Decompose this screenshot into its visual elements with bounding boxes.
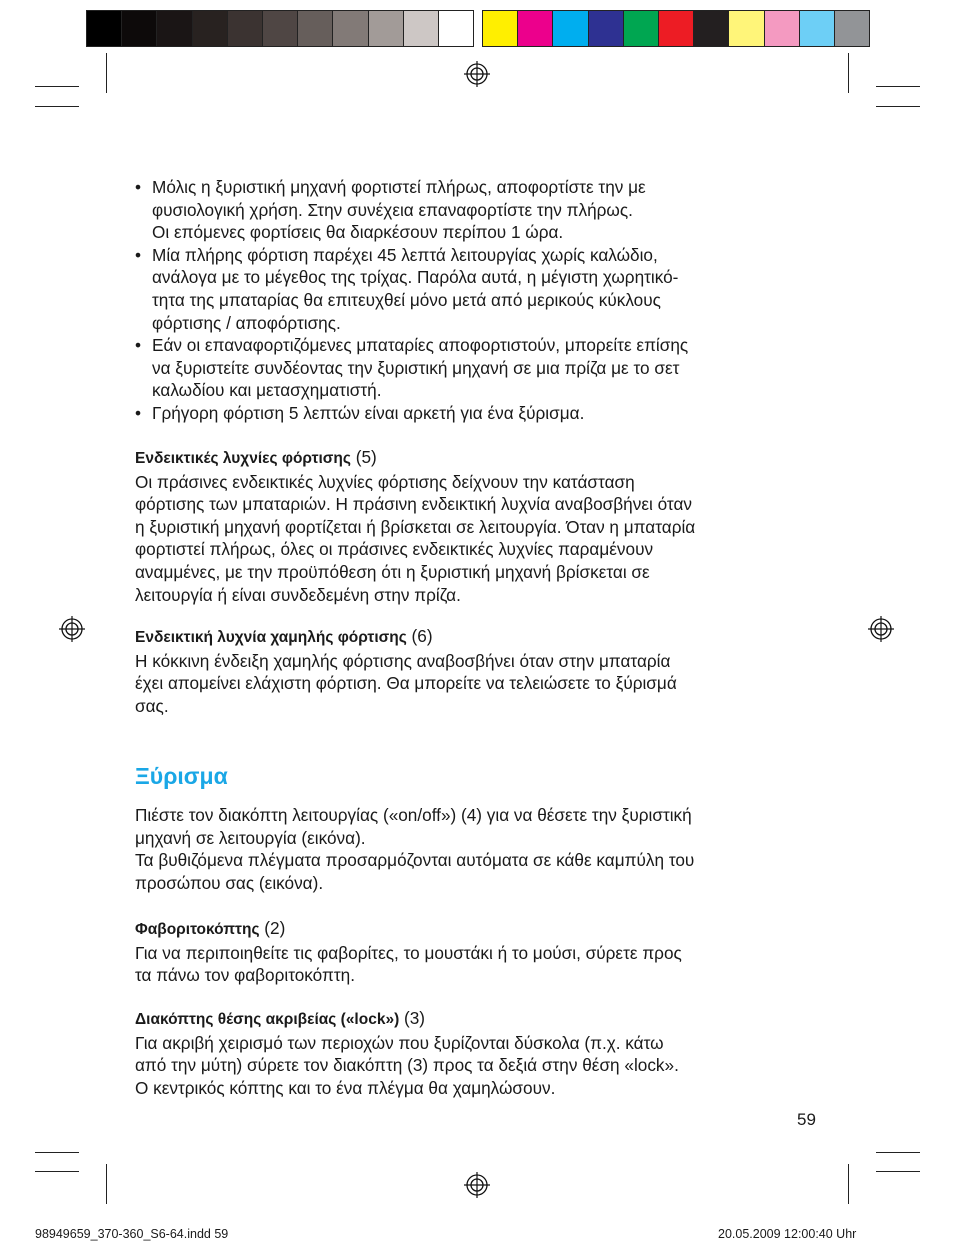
- text-line: έχει απομείνει ελάχιστη φόρτιση. Θα μπορείτε να τελειώσετε το ξύρισμά: [135, 673, 677, 694]
- lock-section: [135, 1007, 825, 1099]
- gray-swatch: [156, 10, 192, 47]
- page-number: 59: [797, 1110, 816, 1129]
- text-line: λειτουργία ή είναι συνδεδεμένη στην πρίζα.: [135, 584, 461, 605]
- text-line: • Μόλις η ξυριστική μηχανή φορτιστεί πλήρως, αποφορτίστε την με: [152, 177, 646, 197]
- section-title: Ξύρισμα: [135, 763, 228, 789]
- text-line: Οι επόμενες φορτίσεις θα διαρκέσουν περίπου 1 ώρα.: [152, 222, 564, 243]
- registration-mark-icon: [462, 1170, 492, 1200]
- gray-swatch: [332, 10, 368, 47]
- crop-mark: [876, 1171, 920, 1172]
- crop-mark: [848, 1164, 849, 1204]
- footer-timestamp: 20.05.2009 12:00:40 Uhr: [718, 1227, 857, 1241]
- crop-mark: [35, 86, 79, 87]
- text-line: Ο κεντρικός κόπτης και το ένα πλέγμα θα χαμηλώσουν.: [135, 1077, 556, 1098]
- gray-swatch: [121, 10, 157, 47]
- registration-mark-icon: [462, 59, 492, 89]
- shaving-paragraph: [135, 804, 825, 894]
- section-ref: (5): [350, 447, 377, 467]
- text-line: Η κόκκινη ένδειξη χαμηλής φόρτισης αναβοσβήνει όταν στην μπαταρία: [135, 650, 671, 671]
- text-line: από την μύτη) σύρετε τον διακόπτη (3) προς τα δεξιά στην θέση «lock».: [135, 1055, 679, 1076]
- text-line: φυσιολογική χρήση. Στην συνέχεια επαναφορτίστε την πλήρως.: [152, 199, 633, 220]
- trimmer-section: [135, 917, 825, 987]
- color-swatch: [834, 10, 870, 47]
- color-swatch: [517, 10, 553, 47]
- section-heading: Διακόπτης θέσης ακριβείας («lock»): [135, 1011, 400, 1028]
- text-line: Για να περιποιηθείτε τις φαβορίτες, το μουστάκι ή το μούσι, σύρετε προς: [135, 942, 682, 963]
- text-line: Οι πράσινες ενδεικτικές λυχνίες φόρτισης δείχνουν την κατάσταση: [135, 471, 635, 492]
- gray-swatch: [403, 10, 439, 47]
- crop-mark: [35, 106, 79, 107]
- section-heading: Ενδεικτικές λυχνίες φόρτισης: [135, 450, 351, 467]
- text-line: προσώπου σας (εικόνα).: [135, 872, 324, 893]
- text-line: • Εάν οι επαναφορτιζόμενες μπαταρίες αποφορτιστούν, μπορείτε επίσης: [152, 335, 689, 356]
- crop-mark: [106, 1164, 107, 1204]
- crop-mark: [35, 1152, 79, 1153]
- crop-mark: [35, 1171, 79, 1172]
- color-swatch: [552, 10, 588, 47]
- color-swatch: [764, 10, 800, 47]
- text-line: Τα βυθιζόμενα πλέγματα προσαρμόζονται αυτόματα σε κάθε καμπύλη του: [135, 850, 695, 871]
- text-line: Πιέστε τον διακόπτη λειτουργίας («on/off») (4) για να θέσετε την ξυριστική: [135, 805, 692, 825]
- gray-swatch: [368, 10, 404, 47]
- color-swatch: [482, 10, 518, 47]
- gray-swatch: [297, 10, 333, 47]
- text-line: φορτιστεί πλήρως, όλες οι πράσινες ενδεικτικές λυχνίες παραμένουν: [135, 539, 654, 560]
- gray-swatch: [438, 10, 474, 47]
- gray-swatch: [262, 10, 298, 47]
- color-swatch: [588, 10, 624, 47]
- text-line: τητα της μπαταρίας θα επιτευχθεί μόνο μετά από μερικούς κύκλους: [152, 289, 661, 310]
- gray-swatch: [86, 10, 122, 47]
- text-line: σας.: [135, 695, 169, 716]
- text-line: τα πάνω τον φαβοριτοκόπτη.: [135, 965, 355, 986]
- text-line: να ξυριστείτε συνδέοντας την ξυριστική μηχανή σε μια πρίζα με το σετ: [152, 357, 680, 378]
- list-item: [135, 244, 825, 334]
- low-charge-section: [135, 625, 825, 717]
- section-heading: Ενδεικτική λυχνία χαμηλής φόρτισης: [135, 629, 407, 646]
- charging-lights-section: [135, 446, 825, 606]
- section-heading: Φαβοριτοκόπτης: [135, 921, 260, 938]
- text-line: καλωδίου και μετασχηματιστή.: [152, 380, 382, 401]
- text-line: Για ακριβή χειρισμό των περιοχών που ξυρίζονται δύσκολα (π.χ. κάτω: [135, 1032, 664, 1053]
- gray-swatch: [227, 10, 263, 47]
- registration-mark-icon: [57, 614, 87, 644]
- list-item: [135, 176, 825, 244]
- color-swatch: [799, 10, 835, 47]
- registration-mark-icon: [866, 614, 896, 644]
- crop-mark: [876, 106, 920, 107]
- list-item: [135, 402, 825, 425]
- crop-mark: [876, 86, 920, 87]
- text-line: • Γρήγορη φόρτιση 5 λεπτών είναι αρκετή για ένα ξύρισμα.: [152, 402, 585, 423]
- crop-mark: [876, 1152, 920, 1153]
- text-line: φόρτισης των μπαταριών. Η πράσινη ενδεικτική λυχνία αναβοσβήνει όταν: [135, 494, 692, 515]
- text-line: μηχανή σε λειτουργία (εικόνα).: [135, 827, 366, 848]
- color-swatch: [658, 10, 694, 47]
- color-swatch: [693, 10, 729, 47]
- color-swatch: [728, 10, 764, 47]
- section-ref: (3): [399, 1008, 426, 1028]
- section-ref: (6): [406, 626, 433, 646]
- charging-bullet-list: [135, 176, 825, 425]
- text-line: • Μία πλήρης φόρτιση παρέχει 45 λεπτά λειτουργίας χωρίς καλώδιο,: [152, 244, 658, 265]
- text-line: αναμμένες, με την προϋπόθεση ότι η ξυριστική μηχανή βρίσκεται σε: [135, 561, 650, 582]
- text-line: φόρτισης / αποφόρτισης.: [152, 312, 341, 333]
- crop-mark: [106, 53, 107, 93]
- text-line: η ξυριστική μηχανή φορτίζεται ή βρίσκεται σε λειτουργία. Όταν η μπαταρία: [135, 516, 696, 537]
- list-item: [135, 334, 825, 402]
- crop-mark: [848, 53, 849, 93]
- text-line: ανάλογα με το μέγεθος της τρίχας. Παρόλα αυτά, η μέγιστη χωρητικό-: [152, 267, 679, 288]
- footer-file-name: 98949659_370-360_S6-64.indd 59: [35, 1227, 229, 1241]
- gray-swatch: [192, 10, 228, 47]
- section-ref: (2): [259, 918, 286, 938]
- color-swatch: [623, 10, 659, 47]
